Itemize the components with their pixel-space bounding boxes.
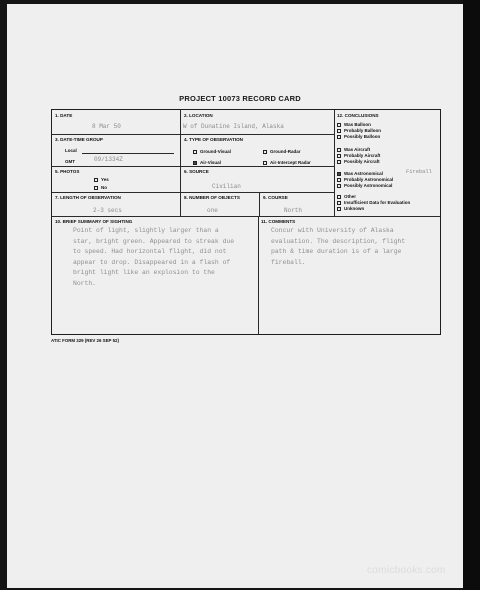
conclusion-other: Other bbox=[337, 194, 356, 199]
record-card bbox=[51, 109, 441, 335]
summary-line: Point of light, slightly larger than a bbox=[73, 227, 219, 234]
summary-line: to speed. Had horizontal flight, did not bbox=[73, 248, 227, 256]
conclusion-was-astronomical: Was Astronomical bbox=[337, 171, 383, 176]
course-label: 9. COURSE bbox=[263, 195, 288, 200]
comment-line: evaluation. The description, flight bbox=[271, 237, 406, 245]
length-of-observation-value: 2-3 secs bbox=[93, 207, 122, 214]
summary-line: appear to drop. Disappeared in a flash of bbox=[73, 258, 231, 266]
card-title: PROJECT 10073 RECORD CARD bbox=[179, 94, 301, 103]
brief-summary-label: 10. BRIEF SUMMARY OF SIGHTING bbox=[55, 219, 133, 224]
course-value: North bbox=[284, 207, 303, 214]
source-label: 6. SOURCE bbox=[184, 169, 209, 174]
length-of-observation-label: 7. LENGTH OF OBSERVATION bbox=[55, 195, 121, 200]
air-visual-checkbox: Air-Visual bbox=[193, 160, 221, 165]
watermark: comicbooks.com bbox=[367, 565, 446, 576]
conclusion-insufficient-data: Insufficient Data for Evaluation bbox=[337, 200, 410, 205]
comments-text bbox=[271, 226, 405, 268]
conclusion-was-balloon: Was Balloon bbox=[337, 122, 371, 127]
ground-radar-checkbox: Ground-Radar bbox=[263, 149, 301, 154]
comment-line: path & time duration is of a large bbox=[271, 248, 402, 256]
conclusion-possibly-aircraft: Possibly Aircraft bbox=[337, 159, 380, 164]
conclusion-possibly-astronomical: Possibly Astronomical bbox=[337, 183, 392, 188]
conclusion-probably-astronomical: Probably Astronomical bbox=[337, 177, 393, 182]
air-intercept-radar-checkbox: Air-Intercept Radar bbox=[263, 160, 311, 165]
ground-visual-checkbox: Ground-Visual bbox=[193, 149, 231, 154]
conclusions-label: 12. CONCLUSIONS bbox=[337, 113, 379, 118]
comments-label: 11. COMMENTS bbox=[261, 219, 296, 224]
form-number: ATIC FORM 329 (REV 26 SEP 52) bbox=[51, 338, 119, 343]
conclusion-handwritten-note: Fireball bbox=[406, 169, 432, 175]
number-of-objects-label: 8. NUMBER OF OBJECTS bbox=[184, 195, 240, 200]
date-label: 1. DATE bbox=[55, 113, 73, 118]
conclusion-probably-balloon: Probably Balloon bbox=[337, 128, 381, 133]
summary-line: bright light like an explosion to the bbox=[73, 269, 215, 277]
type-of-observation-label: 4. TYPE OF OBSERVATION bbox=[184, 137, 243, 142]
source-value: Civilian bbox=[212, 183, 241, 190]
gmt-label: GMT bbox=[65, 159, 75, 164]
photos-yes-checkbox: Yes bbox=[94, 177, 109, 182]
comment-line: fireball. bbox=[271, 258, 306, 266]
conclusion-probably-aircraft: Probably Aircraft bbox=[337, 153, 380, 158]
summary-line: star, bright green. Appeared to streak due bbox=[73, 237, 235, 245]
gmt-value: 09/1334Z bbox=[94, 156, 123, 163]
location-label: 2. LOCATION bbox=[184, 113, 213, 118]
local-label: Local bbox=[65, 148, 77, 153]
scan-edge bbox=[463, 0, 480, 590]
date-value: 8 Mar 50 bbox=[92, 123, 121, 130]
comment-line: Concur with University of Alaska bbox=[271, 227, 394, 234]
photos-no-checkbox: No bbox=[94, 185, 107, 190]
photos-label: 5. PHOTOS bbox=[55, 169, 80, 174]
date-time-group-label: 3. DATE-TIME GROUP bbox=[55, 137, 103, 142]
brief-summary-text bbox=[73, 226, 234, 290]
summary-line: North. bbox=[73, 279, 97, 287]
number-of-objects-value: one bbox=[207, 207, 218, 214]
conclusion-was-aircraft: Was Aircraft bbox=[337, 147, 370, 152]
conclusion-unknown: Unknown bbox=[337, 206, 364, 211]
location-value: W of Dunatine Island, Alaska bbox=[183, 123, 284, 130]
conclusion-possibly-balloon: Possibly Balloon bbox=[337, 134, 380, 139]
